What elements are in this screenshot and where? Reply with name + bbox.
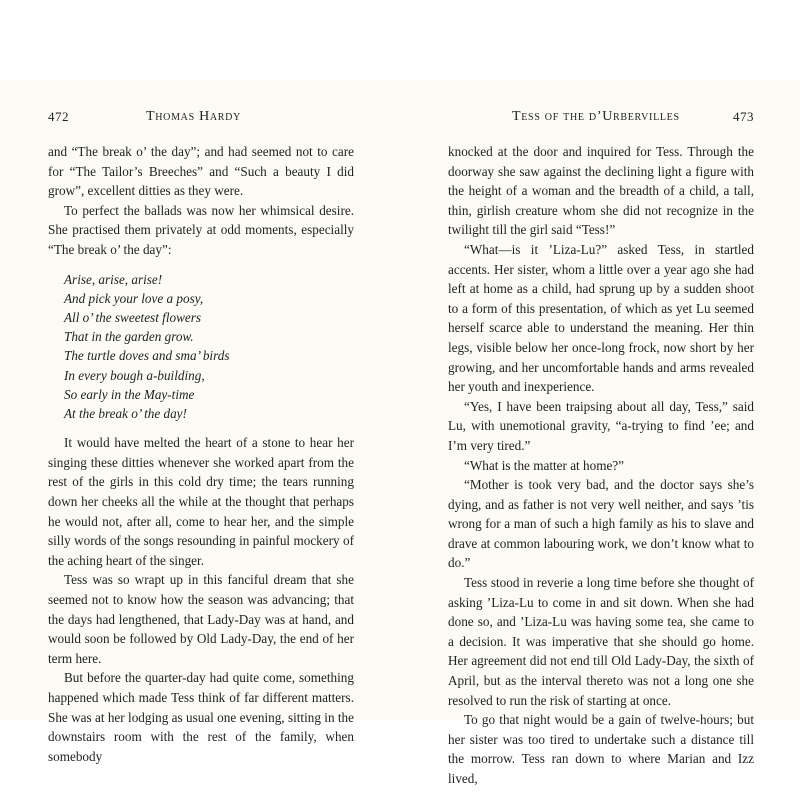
paragraph: “What is the matter at home?” <box>464 457 625 473</box>
running-head-right <box>448 109 754 125</box>
verse-line: That in the garden grow. <box>64 329 194 345</box>
left-page <box>48 80 354 764</box>
book-spread <box>0 80 800 786</box>
verse-line: Arise, arise, arise! <box>64 271 163 287</box>
page-number-right: 473 <box>732 109 754 124</box>
paragraph: Tess was so wrapt up in this fanciful dream that she seemed not to know how the season was advancing; that the days had lengthened, that Lady-Day was at hand, and would soon be followed by Old Lady-Day, the end of her term here. <box>48 572 354 666</box>
paragraph: and “The break o’ the day”; and had seemed not to care for “The Tailor’s Breeches” and “Such a beauty I did grow”, excellent ditties as they were. <box>48 144 354 199</box>
running-head-left <box>48 109 354 125</box>
page-number-left: 472 <box>48 109 70 124</box>
paragraph: It would have melted the heart of a stone to hear her singing these ditties whenever she worked apart from the rest of the girls in this cold dry time; the tears running down her cheeks all the while at the thought that perhaps he would not, after all, come to hear her, and the simple silly words of the songs resounding in painful mockery of the aching heart of the singer. <box>48 435 354 568</box>
paragraph: “Yes, I have been traipsing about all day, Tess,” said Lu, with unemotional gravity, “a-trying to find ’ee; and I’m very tired.” <box>448 398 754 453</box>
left-page-text <box>48 142 354 766</box>
paragraph: Tess stood in reverie a long time before she thought of asking ’Liza-Lu to come in and sit down. When she had done so, and ’Liza-Lu was having some tea, she came to a decision. It was imperative that she should go home. Her agreement did not end till Old Lady-Day, the sixth of April, but as the interval thereto was not a long one she resolved to run the risk of starting at once. <box>448 575 754 708</box>
author-running-head: Thomas Hardy <box>146 109 242 124</box>
verse-line: So early in the May-time <box>64 386 195 402</box>
verse-line: The turtle doves and sma’ birds <box>64 348 230 364</box>
paragraph: “Mother is took very bad, and the doctor says she’s dying, and as father is not very well neither, and says ’tis wrong for a man of such a high family as his to slave and drave at common labouring work, we don’t know what to do.” <box>448 477 754 571</box>
verse-line: At the break o’ the day! <box>64 405 187 421</box>
paragraph: “What—is it ’Liza-Lu?” asked Tess, in startled accents. Her sister, whom a little over a year ago she had left at home as a child, had sprung up by a sudden shoot to a form of this presentation, of which as yet Lu seemed herself scarce able to understand the meaning. Her thin legs, visible below her once-long frock, now short by her growing, and her uncomfortable hands and arms revealed her youth and inexperience. <box>448 241 754 395</box>
ballad-verse <box>64 270 354 424</box>
title-running-head: Tess of the d’Urbervilles <box>512 109 680 124</box>
paragraph: To perfect the ballads was now her whimsical desire. She practised them privately at odd moments, especially “The break o’ the day”: <box>48 202 354 257</box>
paragraph: knocked at the door and inquired for Tess. Through the doorway she saw against the declining light a figure with the height of a woman and the breadth of a child, a tall, thin, girlish creature whom she did not recognize in the twilight till the girl said “Tess!” <box>448 144 754 238</box>
paragraph: But before the quarter-day had quite come, something happened which made Tess think of far different matters. She was at her lodging as usual one evening, sitting in the downstairs room with the rest of the family, when somebody <box>48 670 354 764</box>
right-page <box>448 80 754 786</box>
right-page-text <box>448 142 754 789</box>
paragraph: To go that night would be a gain of twelve-hours; but her sister was too tired to undertake such a distance till the morrow. Tess ran down to where Marian and Izz lived, <box>448 712 754 786</box>
verse-line: In every bough a-building, <box>64 367 205 383</box>
verse-line: All o’ the sweetest flowers <box>64 309 201 325</box>
verse-line: And pick your love a posy, <box>64 290 204 306</box>
